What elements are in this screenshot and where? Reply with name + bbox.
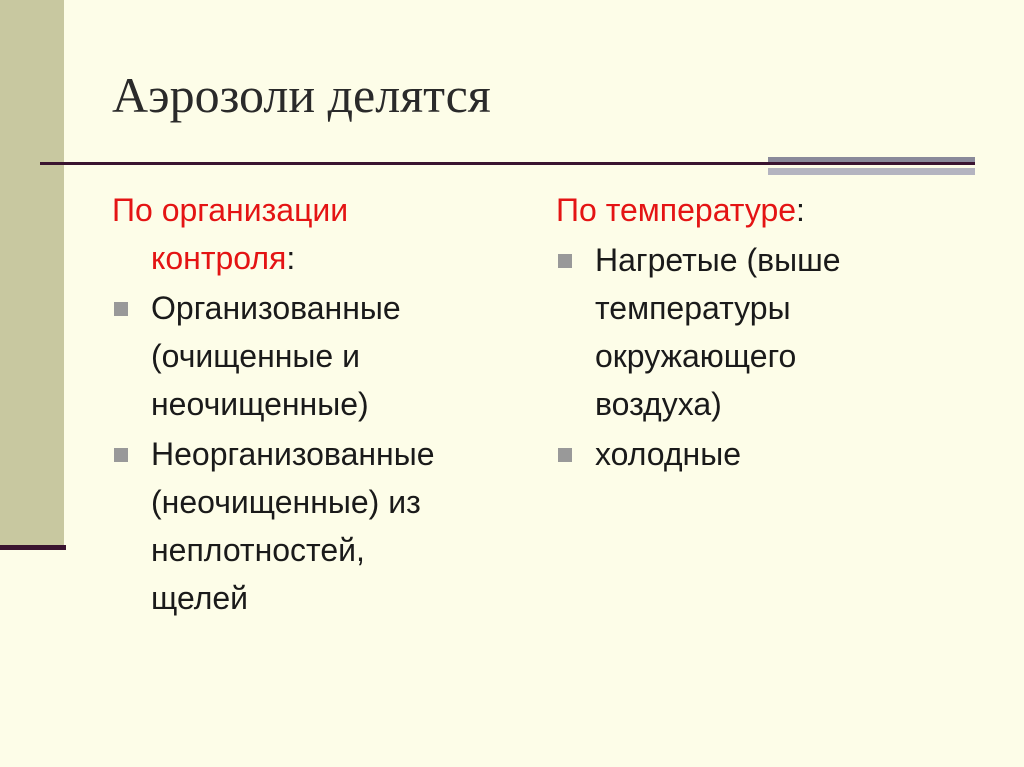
list-item-line: неплотностей,: [151, 532, 365, 568]
side-decoration-bar: [0, 0, 64, 545]
list-item: [556, 236, 966, 428]
list-item-line: щелей: [151, 580, 249, 616]
title-rule-accent-lower: [768, 168, 975, 175]
list-item-line: Неорганизованные: [151, 436, 435, 472]
list-item: [556, 430, 966, 478]
right-column-heading: [556, 186, 966, 234]
list-item: [112, 430, 522, 622]
left-column: [112, 186, 522, 622]
list-item-line: неочищенные): [151, 386, 369, 422]
list-item-line: (неочищенные) из: [151, 484, 421, 520]
right-heading-colon: :: [796, 192, 805, 228]
square-bullet-icon: [558, 448, 572, 462]
title-rule: [40, 162, 975, 165]
left-column-heading: [112, 186, 522, 282]
slide-title: Аэрозоли делятся: [112, 67, 491, 123]
left-heading-line2: контроля: [151, 240, 287, 276]
left-heading-line2-wrap: [112, 234, 522, 282]
list-item-line: Нагретые (выше: [595, 242, 841, 278]
list-item-line: холодные: [595, 436, 741, 472]
square-bullet-icon: [558, 254, 572, 268]
right-heading-text: По температуре: [556, 192, 797, 228]
list-item-line: Организованные: [151, 290, 401, 326]
square-bullet-icon: [114, 448, 128, 462]
list-item-line: температуры: [595, 290, 791, 326]
list-item-line: окружающего: [595, 338, 797, 374]
square-bullet-icon: [114, 302, 128, 316]
list-item-line: воздуха): [595, 386, 722, 422]
left-heading-line1: По организации: [112, 192, 349, 228]
right-column: [556, 186, 966, 478]
side-decoration-line: [0, 545, 66, 550]
list-item: [112, 284, 522, 428]
list-item-line: (очищенные и: [151, 338, 360, 374]
left-heading-colon: :: [286, 240, 296, 276]
